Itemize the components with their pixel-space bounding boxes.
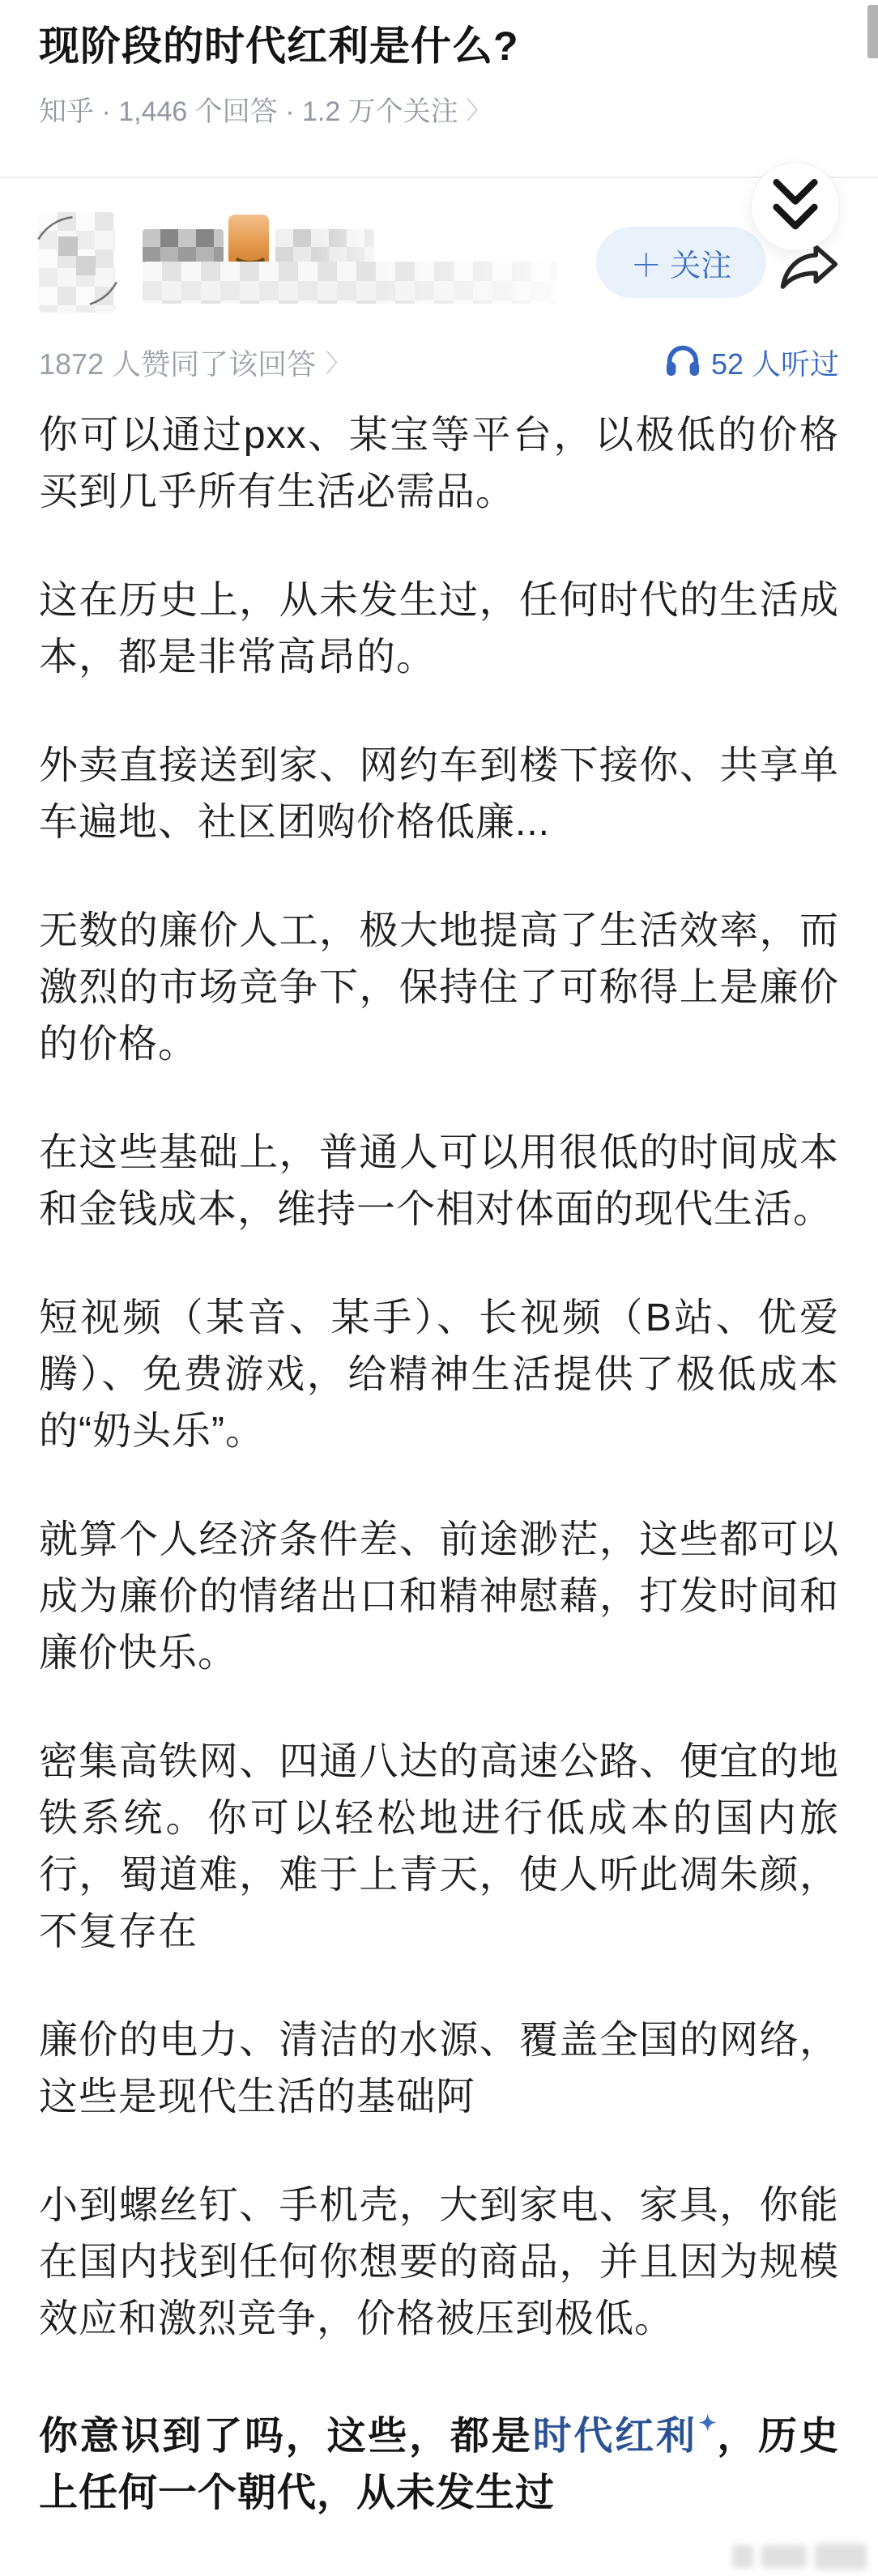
answer-body: [0, 386, 878, 2522]
answer-header: [0, 178, 878, 386]
watermark: [732, 2544, 867, 2570]
author-name-redacted: [143, 229, 224, 263]
chevron-right-icon: 〉: [466, 98, 491, 125]
chevron-right-icon: 〉: [326, 350, 351, 377]
answer-paragraph: 廉价的电力、清洁的水源、覆盖全国的网络，这些是现代生活的基础阿: [39, 2019, 839, 2118]
listen-badge[interactable]: [664, 342, 839, 386]
collapse-answer-button[interactable]: [751, 162, 840, 251]
final-text-after: ，历史上任何一个朝代，从未发生过: [39, 2415, 839, 2514]
question-header: [0, 0, 878, 130]
answer-paragraph-final: [39, 2399, 839, 2522]
answer-paragraph: 小到螺丝钉、手机壳，大到家电、家具，你能在国内找到任何你想要的商品，并且因为规模效应和激烈竞争，价格被压到极低。: [39, 2184, 839, 2340]
upvote-count-link[interactable]: [39, 346, 350, 383]
headphone-icon: [664, 342, 701, 386]
author-badge-redacted: [275, 229, 374, 263]
author-emoji-redacted: [228, 215, 269, 266]
avatar-ring: [34, 211, 120, 314]
author-bio-redacted: [143, 262, 557, 304]
answer-paragraph: 无数的廉价人工，极大地提高了生活效率，而激烈的市场竞争下，保持住了可称得上是廉价的价格。: [39, 909, 839, 1066]
scrollbar-thumb[interactable]: [867, 5, 878, 58]
answer-paragraph: 你可以通过pxx、某宝等平台，以极低的价格买到几乎所有生活必需品。: [39, 414, 839, 513]
answer-paragraph: 密集高铁网、四通八达的高速公路、便宜的地铁系统。你可以轻松地进行低成本的国内旅行，蜀道难，难于上青天，使人听此凋朱颜，不复存在: [39, 1740, 839, 1953]
answer-stats-row: [39, 342, 839, 386]
answer-paragraph: 在这些基础上，普通人可以用很低的时间成本和金钱成本，维持一个相对体面的现代生活。: [39, 1131, 839, 1231]
author-row: [39, 211, 839, 314]
upvote-count-text: 1872 人赞同了该回答: [39, 347, 317, 381]
keyword-plus-icon: ✦: [698, 2411, 718, 2435]
answer-paragraph: 短视频（某音、某手）、长视频（B站、优爱腾）、免费游戏，给精神生活提供了极低成本的“奶头乐”。: [39, 1297, 839, 1453]
question-meta-link[interactable]: [39, 94, 839, 130]
keyword-link[interactable]: [532, 2411, 718, 2458]
question-meta-text: 知乎 · 1,446 个回答 · 1.2 万个关注: [39, 96, 458, 127]
answer-paragraph: 外卖直接送到家、网约车到楼下接你、共享单车遍地、社区团购价格低廉...: [39, 744, 839, 844]
author-name-row[interactable]: [143, 218, 596, 253]
final-text-before: 你意识到了吗，这些，都是: [39, 2415, 533, 2458]
avatar[interactable]: [39, 212, 115, 313]
answer-paragraph: 就算个人经济条件差、前途渺茫，这些都可以成为廉价的情绪出口和精神慰藉，打发时间和廉价快乐。: [39, 1518, 839, 1675]
follow-button[interactable]: ＋ 关注: [596, 227, 766, 298]
chevron-double-down-icon: [769, 177, 822, 237]
keyword-link-text: 时代红利: [532, 2415, 697, 2458]
author-meta: [115, 218, 596, 308]
question-title: 现阶段的时代红利是什么?: [39, 23, 519, 69]
listen-count-text: 52 人听过: [710, 347, 839, 381]
answer-paragraph: 这在历史上，从未发生过，任何时代的生活成本，都是非常高昂的。: [39, 579, 839, 679]
